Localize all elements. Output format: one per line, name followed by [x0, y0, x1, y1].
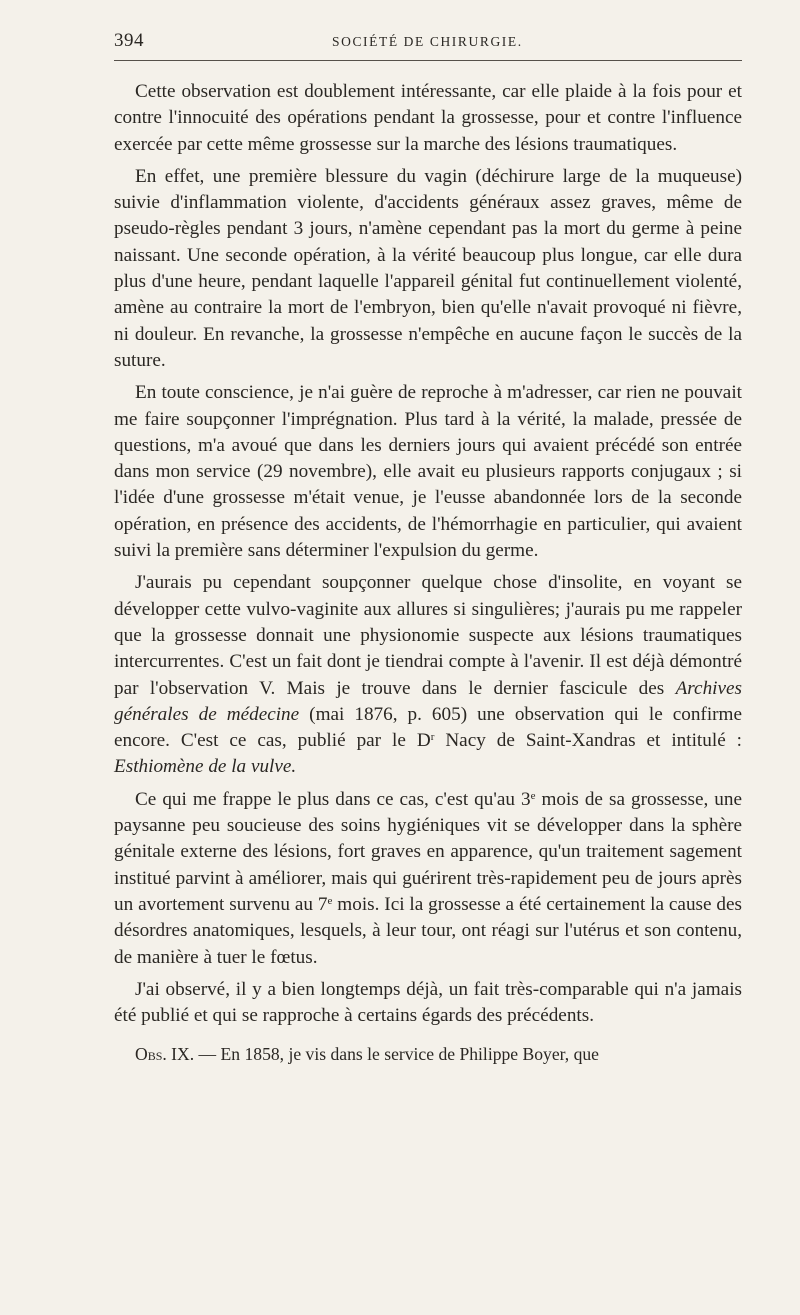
observation-text: En 1858, je vis dans le service de Philippe Boyer, que: [216, 1044, 599, 1065]
paragraph-5-text-b: mois de sa grossesse, une paysanne peu soucieuse des soins hygiéniques vit se développer dans la sphère génitale externe des lésions, fort graves en apparence, qu'un traitement sagement institué parvint à améliorer, mais qui guérirent très-rapidement peu de jours après un avortement survenu au 7: [114, 788, 743, 915]
header-rule: [114, 60, 742, 61]
paragraph-4-text-b: (mai 1876, p. 605) une observation qui le confirme encore. C'est ce cas, publié par le D: [114, 703, 742, 752]
paragraph-4-text-c: Nacy de Saint-Xandras et intitulé :: [434, 730, 742, 752]
body-text: [114, 79, 742, 1068]
paragraph-1: Cette observation est doublement intéressante, car elle plaide à la fois pour et contre l'innocuité des opérations pendant la grossesse, pour et contre l'influence exercée par cette même grossesse sur la marche des lésions traumatiques.: [114, 81, 742, 155]
ordinal-superscript-2: e: [327, 894, 333, 907]
observation-label: Obs. IX. —: [135, 1044, 217, 1065]
paragraph-4: [114, 570, 742, 780]
page-number: 394: [114, 30, 144, 51]
paragraph-6: J'ai observé, il y a bien longtemps déjà, un fait très-comparable qui n'a jamais été publié et qui se rapproche à certains égards des précédents.: [114, 978, 742, 1027]
paragraph-5-text-a: Ce qui me frappe le plus dans ce cas, c'est qu'au 3: [135, 788, 531, 810]
case-title: Esthiomène de la vulve.: [114, 756, 297, 778]
running-title: SOCIÉTÉ DE CHIRURGIE.: [332, 34, 523, 49]
paragraph-5-text-c: mois. Ici la grossesse a été certainement la cause des désordres anatomiques, lesquels, à leur tour, ont réagi sur l'utérus et son contenu, de manière à tuer le fœtus.: [114, 893, 742, 968]
doctor-superscript: r: [430, 731, 435, 744]
paragraph-4-text-a: J'aurais pu cependant soupçonner quelque chose d'insolite, en voyant se développer cette vulvo-vaginite aux allures si singulières; j'aurais pu me rappeler que la grossesse donnait une physionomie suspecte aux lésions traumatiques intercurrentes. C'est un fait dont je tiendrai compte à l'avenir. Il est déjà démontré par l'observation V. Mais je trouve dans le dernier fascicule des: [114, 572, 742, 699]
observation-heading-line: [114, 1041, 742, 1067]
journal-title: Archives générales de médecine: [114, 677, 742, 725]
paragraph-5: [114, 787, 742, 971]
ordinal-superscript-1: e: [530, 789, 536, 802]
paragraph-2: En effet, une première blessure du vagin (déchirure large de la muqueuse) suivie d'inflammation violente, d'accidents généraux assez graves, même de pseudo-règles pendant 3 jours, n'amène cependant pas la mort du germe à peine naissant. Une seconde opération, à la vérité beaucoup plus longue, car elle dura plus d'une heure, pendant laquelle l'appareil génital fut continuellement violenté, amène au contraire la mort de l'embryon, bien qu'elle n'avait provoqué ni fièvre, ni douleur. En revanche, la grossesse n'empêche en aucune façon le succès de la suture.: [114, 165, 742, 371]
running-header: [114, 24, 742, 54]
paragraph-3: En toute conscience, je n'ai guère de reproche à m'adresser, car rien ne pouvait me faire soupçonner l'imprégnation. Plus tard à la vérité, la malade, pressée de questions, m'a avoué que dans les derniers jours qui avaient précédé son entrée dans mon service (29 novembre), elle avait eu plusieurs rapports conjugaux ; si l'idée d'une grossesse m'était venue, je l'eusse abandonnée lors de la seconde opération, en présence des accidents, de l'hémorrhagie en particulier, qui avaient suivi la première sans déterminer l'expulsion du germe.: [114, 382, 742, 562]
